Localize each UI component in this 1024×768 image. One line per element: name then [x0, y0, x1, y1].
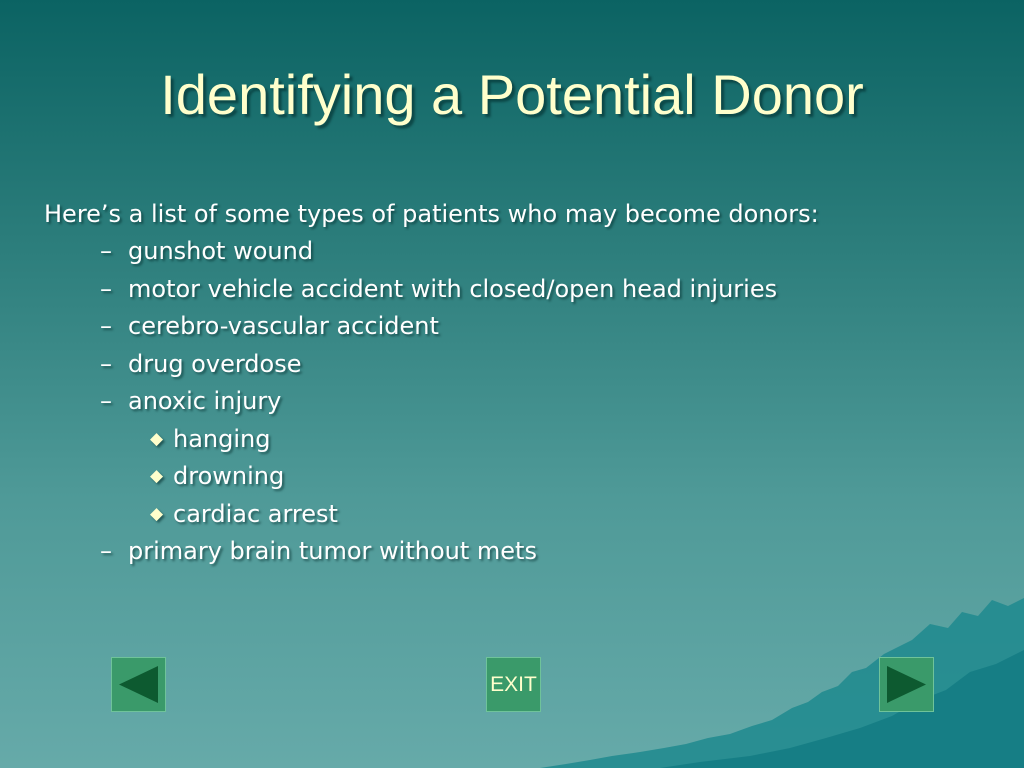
- list-item: [44, 233, 1004, 271]
- exit-button[interactable]: [486, 657, 541, 712]
- dash-bullet: –: [100, 237, 112, 265]
- previous-slide-button[interactable]: [111, 657, 166, 712]
- list-item-text: anoxic injury: [128, 387, 282, 415]
- diamond-bullet-icon: ◆: [150, 503, 164, 524]
- list-item-text: motor vehicle accident with closed/open head injuries: [128, 274, 778, 303]
- list-item: [44, 308, 1004, 346]
- sub-list-item: [44, 496, 1004, 534]
- sub-list-item-text: hanging: [173, 424, 271, 453]
- sub-list-item-text: cardiac arrest: [173, 499, 338, 528]
- list-item-text: cerebro-vascular accident: [128, 312, 439, 340]
- list-item: [44, 533, 1004, 571]
- triangle-right-icon: [880, 658, 933, 711]
- list-item-text: primary brain tumor without mets: [128, 537, 537, 565]
- diamond-bullet-icon: ◆: [150, 428, 164, 449]
- list-item-text: gunshot wound: [128, 237, 314, 265]
- list-item: [44, 271, 1004, 309]
- slide-title: Identifying a Potential Donor: [160, 63, 864, 126]
- list-item-text: drug overdose: [128, 349, 302, 378]
- dash-bullet: –: [100, 312, 112, 340]
- diamond-bullet-icon: ◆: [150, 466, 164, 486]
- triangle-left-icon: [112, 658, 165, 711]
- dash-bullet: –: [100, 274, 112, 303]
- sub-list-item-text: drowning: [173, 462, 285, 490]
- slide-body: [44, 196, 1004, 571]
- dash-bullet: –: [100, 537, 112, 565]
- sub-list-item: [44, 458, 1004, 496]
- list-item: [44, 346, 1004, 384]
- dash-bullet: –: [100, 387, 112, 415]
- exit-label: EXIT: [490, 673, 537, 696]
- list-item: [44, 383, 1004, 421]
- sub-list-item: [44, 421, 1004, 459]
- next-slide-button[interactable]: [879, 657, 934, 712]
- intro-text: Here’s a list of some types of patients who may become donors:: [44, 200, 819, 228]
- dash-bullet: –: [100, 349, 112, 378]
